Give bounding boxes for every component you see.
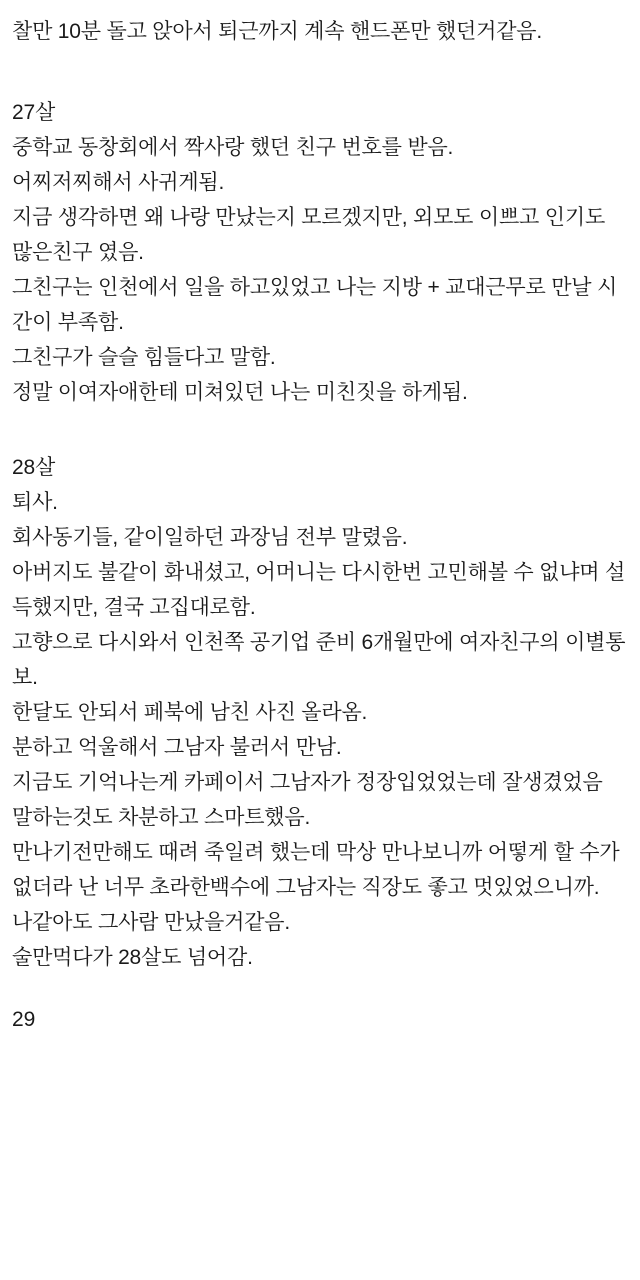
section-27-line-4: 그친구는 인천에서 일을 하고있었고 나는 지방 + 교대근무로 만날 시간이 부족함. — [12, 276, 618, 334]
section-28-line-6: 분하고 억울해서 그남자 불러서 만남. — [12, 736, 342, 759]
section-27-line-5: 그친구가 슬슬 힘들다고 말함. — [12, 346, 276, 369]
intro-paragraph: 찰만 10분 돌고 앉아서 퇴근까지 계속 핸드폰만 했던거같음. — [12, 20, 543, 43]
page-footer — [12, 975, 628, 1035]
section-28-line-5: 한달도 안되서 페북에 남친 사진 올라옴. — [12, 701, 368, 724]
page-number: 29 — [12, 1008, 36, 1031]
section-28-line-8: 만나기전만해도 때려 죽일려 했는데 막상 만나보니까 어떻게 할 수가 없더라 난 너무 초라한백수에 그남자는 직장도 좋고 멋있었으니까. — [12, 841, 626, 899]
section-spacer — [12, 49, 628, 95]
section-27-line-2: 어찌저찌해서 사귀게됨. — [12, 171, 225, 194]
section-27 — [12, 95, 628, 410]
section-28 — [12, 450, 628, 975]
section-27-line-1: 중학교 동창회에서 짝사랑 했던 친구 번호를 받음. — [12, 136, 454, 159]
section-28-line-3: 아버지도 불같이 화내셨고, 어머니는 다시한번 고민해볼 수 없냐며 설득했지만, 결국 고집대로함. — [12, 561, 626, 619]
section-27-heading: 27살 — [12, 101, 56, 124]
section-27-line-6: 정말 이여자애한테 미쳐있던 나는 미친짓을 하게됨. — [12, 381, 468, 404]
section-27-line-3: 지금 생각하면 왜 나랑 만났는지 모르겠지만, 외모도 이쁘고 인기도 많은친구 였음. — [12, 206, 611, 264]
section-28-line-10: 술만먹다가 28살도 넘어감. — [12, 946, 253, 969]
section-28-line-9: 나같아도 그사람 만났을거같음. — [12, 911, 291, 934]
section-28-line-7: 지금도 기억나는게 카페이서 그남자가 정장입었었는데 잘생겼었음 말하는것도 차분하고 스마트했음. — [12, 771, 609, 829]
section-spacer-2 — [12, 410, 628, 450]
section-28-line-2: 회사동기들, 같이일하던 과장님 전부 말렸음. — [12, 526, 408, 549]
intro-paragraph-block — [12, 14, 628, 49]
section-28-heading: 28살 — [12, 456, 56, 479]
section-28-line-1: 퇴사. — [12, 491, 58, 514]
section-28-line-4: 고향으로 다시와서 인천쪽 공기업 준비 6개월만에 여자친구의 이별통보. — [12, 631, 626, 689]
